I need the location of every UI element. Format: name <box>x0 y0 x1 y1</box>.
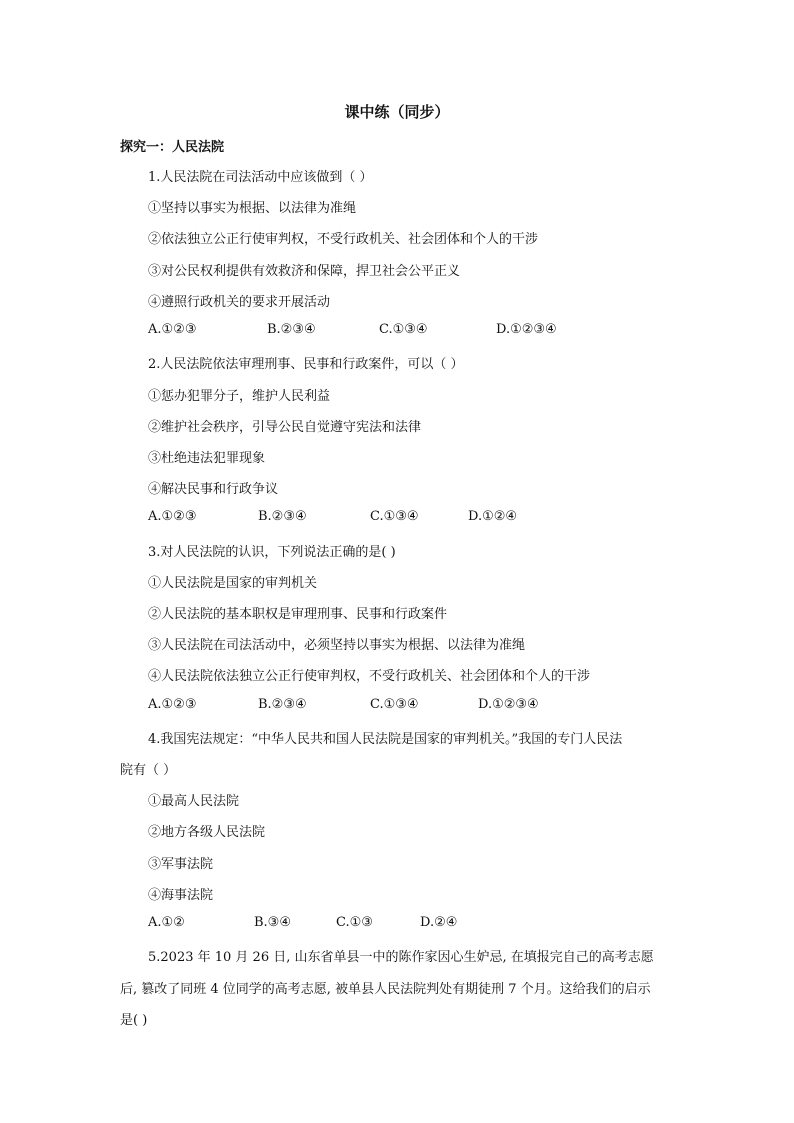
question-4-stem: 4.我国宪法规定：“中华人民共和国人民法院是国家的审判机关。”我国的专门人民法 <box>148 732 623 747</box>
option-b: B.③④ <box>254 915 291 930</box>
question-2-stem: 2.人民法院依法审理刑事、民事和行政案件，可以（ ） <box>148 357 464 372</box>
question-5-stem-continued: 是( ) <box>120 1013 148 1028</box>
question-3-item: ①人民法院是国家的审判机关 <box>148 576 318 591</box>
question-2-item: ④解决民事和行政争议 <box>148 482 279 497</box>
question-1-options <box>148 322 557 337</box>
question-1-stem: 1.人民法院在司法活动中应该做到（ ） <box>148 170 373 185</box>
question-1-item: ③对公民权利提供有效救济和保障，捍卫社会公平正义 <box>148 264 461 279</box>
question-2-item: ①惩办犯罪分子，维护人民利益 <box>148 389 331 404</box>
question-4-item: ③军事法院 <box>148 857 214 872</box>
option-a: A.①②③ <box>148 322 197 337</box>
question-2-options <box>148 509 517 524</box>
option-d: D.①②③④ <box>478 697 539 712</box>
question-1-item: ①坚持以事实为根据、以法律为准绳 <box>148 201 357 216</box>
question-3-item: ③人民法院在司法活动中，必须坚持以事实为根据、以法律为准绳 <box>148 638 526 653</box>
option-a: A.①②③ <box>148 697 197 712</box>
question-4-stem-continued: 院有（ ） <box>120 763 177 778</box>
option-a: A.①② <box>148 915 185 930</box>
question-3-item: ④人民法院依法独立公正行使审判权，不受行政机关、社会团体和个人的干涉 <box>148 669 591 684</box>
question-5-stem: 5.2023 年 10 月 26 日, 山东省单县一中的陈作家因心生妒忌, 在填报完自己的高考志愿 <box>148 950 654 965</box>
option-c: C.①③④ <box>370 697 419 712</box>
option-d: D.①②③④ <box>496 322 557 337</box>
option-c: C.①③ <box>336 915 373 930</box>
option-a: A.①②③ <box>148 509 197 524</box>
option-b: B.②③④ <box>267 322 316 337</box>
option-c: C.①③④ <box>370 509 419 524</box>
section-heading: 探究一：人民法院 <box>120 140 225 155</box>
option-d: D.②④ <box>420 915 458 930</box>
question-4-item: ①最高人民法院 <box>148 794 240 809</box>
question-1-item: ④遵照行政机关的要求开展活动 <box>148 295 331 310</box>
question-4-options <box>148 915 457 930</box>
question-5-stem-continued: 后, 篡改了同班 4 位同学的高考志愿, 被单县人民法院判处有期徒刑 7 个月。这给我们的启示 <box>120 982 651 997</box>
option-c: C.①③④ <box>379 322 428 337</box>
option-b: B.②③④ <box>258 509 307 524</box>
question-3-item: ②人民法院的基本职权是审理刑事、民事和行政案件 <box>148 607 448 622</box>
option-b: B.②③④ <box>258 697 307 712</box>
question-1-item: ②依法独立公正行使审判权，不受行政机关、社会团体和个人的干涉 <box>148 232 539 247</box>
question-2-item: ②维护社会秩序，引导公民自觉遵守宪法和法律 <box>148 420 422 435</box>
question-3-options <box>148 697 539 712</box>
question-2-item: ③杜绝违法犯罪现象 <box>148 451 266 466</box>
page-title: 课中练（同步） <box>344 103 450 121</box>
question-4-item: ④海事法院 <box>148 888 214 903</box>
option-d: D.①②④ <box>468 509 518 524</box>
question-4-item: ②地方各级人民法院 <box>148 825 266 840</box>
question-3-stem: 3.对人民法院的认识，下列说法正确的是( ) <box>148 545 396 560</box>
